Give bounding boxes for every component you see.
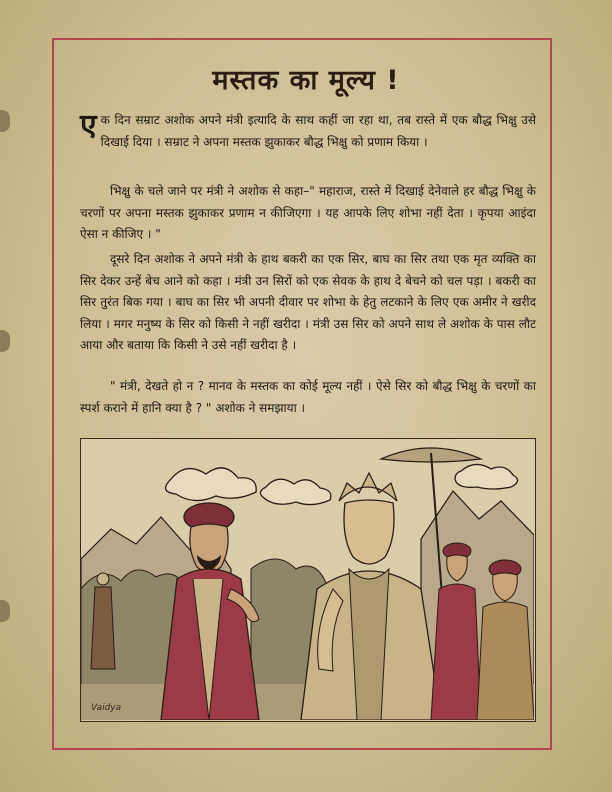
binding-hole <box>0 330 10 352</box>
paragraph-4: " मंत्री, देखते हो न ? मानव के मस्तक का कोई मूल्य नहीं । ऐसे सिर को बौद्ध भिक्षु के चरणों का स्पर्श कराने में हानि क्या है ? " अशोक ने समझाया । <box>80 379 536 415</box>
story-illustration <box>80 438 536 722</box>
drop-cap: ए <box>80 108 97 143</box>
paragraph-1-text: क दिन सम्राट अशोक अपने मंत्री इत्यादि के साथ कहीं जा रहा था, तब रास्ते में एक बौद्ध भिक्षु उसे दिखाई दिया । सम्राट ने अपना मस्तक झुकाकर बौद्ध भिक्षु को प्रणाम किया । <box>100 113 536 149</box>
binding-hole <box>0 110 10 132</box>
paragraph-1 <box>80 110 536 153</box>
binding-edge <box>0 0 10 792</box>
illustration-drawing <box>81 439 534 720</box>
story-title: मस्तक का मूल्य ! <box>212 65 400 96</box>
monk-figure <box>91 573 115 669</box>
paragraph-2: भिक्षु के चले जाने पर मंत्री ने अशोक से कहा–" महाराज, रास्ते में दिखाई देनेवाले हर बौद्ध भिक्षु के चरणों पर अपना मस्तक झुकाकर प्रणाम न कीजिएगा । यह आपके लिए शोभा नहीं देता । कृपया आइंदा ऐसा न कीजिए । " <box>80 184 536 242</box>
paragraph-3: दूसरे दिन अशोक ने अपने मंत्री के हाथ बकरी का एक सिर, बाघ का सिर तथा एक मृत व्यक्ति का सिर देकर उन्हें बेच आने को कहा । मंत्री उन सिरों को एक सेवक के हाथ दे बेचने को चल पड़ा । बकरी का सिर तुरंत बिक गया । बाघ का सिर भी अपनी दीवार पर शोभा के हेतु लटकाने के लिए एक अमीर ने खरीद लिया । मगर मनुष्य के सिर को किसी ने नहीं खरीदा । मंत्री उस सिर को अपने साथ ले अशोक के पास लौट आया और बताया कि किसी ने उसे नहीं खरीदा है । <box>80 252 536 353</box>
artist-signature: Vaidya <box>91 703 122 713</box>
binding-hole <box>0 600 10 622</box>
